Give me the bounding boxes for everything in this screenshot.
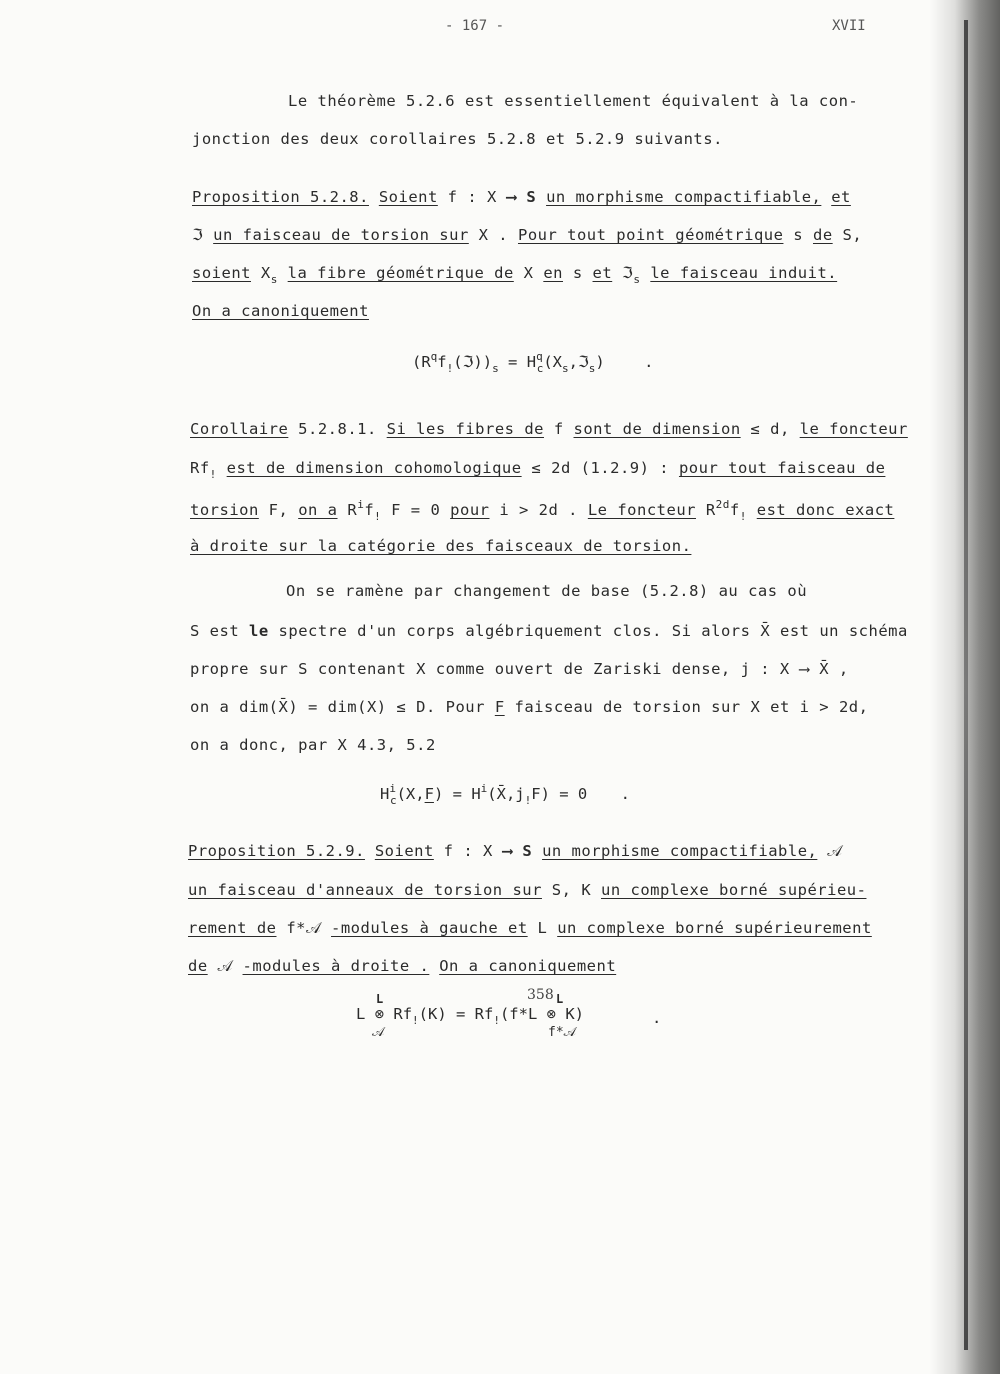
prop-529-line4: de 𝒜 -modules à droite . On a canoniquement: [188, 957, 617, 975]
prop-528-label: Proposition 5.2.8.: [192, 188, 369, 206]
prop-528-line3: soient $X_s$ la fibre géométrique de X en s et ℑ$_s$ le faisceau induit.: [192, 264, 838, 286]
para2-line4: on a dim(X̄) = dim(X) ≤ D. Pour F faisceau de torsion sur X et i > 2d,: [190, 698, 869, 716]
equation-528: $(R^qf_!(ℑ))_s$ = $H^q_c(X_s,ℑ_s)$ .: [412, 350, 654, 375]
para2-line2: S est le spectre d'un corps algébriquement clos. Si alors X̄ est un schéma: [190, 622, 908, 640]
page-edge-line: [964, 20, 968, 1350]
cor-5281-line4: à droite sur la catégorie des faisceaux de torsion.: [190, 537, 692, 555]
prop-529-label: Proposition 5.2.9.: [188, 842, 365, 860]
para1-line2: jonction des deux corollaires 5.2.8 et 5.2.9 suivants.: [192, 130, 723, 148]
page-header-ref: - 167 -: [445, 18, 505, 34]
cor-5281-line2: $Rf_!$ est de dimension cohomologique ≤ 2d (1.2.9) : pour tout faisceau de: [190, 459, 886, 481]
para1-line1: Le théorème 5.2.6 est essentiellement équivalent à la con-: [288, 92, 859, 110]
prop-528-line2: ℑ un faisceau de torsion sur X . Pour tout point géométrique s de S,: [192, 226, 863, 244]
arrow-icon: ⟶: [506, 188, 517, 206]
cor-5281-line1: Corollaire 5.2.8.1. Si les fibres de f sont de dimension ≤ d, le foncteur: [190, 420, 908, 438]
prop-529-line2: un faisceau d'anneaux de torsion sur S, K un complexe borné supérieu-: [188, 881, 867, 899]
equation-529: L L ⊗ $Rf_!(K) = Rf_!(f*L$ ⊗ K) L 𝒜 f*𝒜 .: [356, 992, 662, 1040]
section-number: XVII: [832, 18, 866, 34]
prop-529-line3: rement de f*𝒜 -modules à gauche et L un complexe borné supérieurement: [188, 919, 872, 937]
prop-528-line1: Proposition 5.2.8. Soient f : X ⟶ S un morphisme compactifiable, et: [192, 188, 851, 206]
equation-vanishing: $H^i_c(X,F)$ = $H^i(X̄,j_!F) = 0$ .: [380, 782, 630, 807]
para2-line3: propre sur S contenant X comme ouvert de Zariski dense, j : X ⟶ X̄ ,: [190, 660, 849, 678]
arrow-icon: ⟶: [502, 842, 513, 860]
page-number: 358: [527, 987, 554, 1003]
para2-line5: on a donc, par X 4.3, 5.2: [190, 736, 436, 754]
prop-529-line1: Proposition 5.2.9. Soient f : X ⟶ S un morphisme compactifiable, 𝒜: [188, 842, 843, 860]
prop-528-line4: On a canoniquement: [192, 302, 369, 320]
cor-5281-label: Corollaire: [190, 420, 289, 438]
cor-5281-line3: torsion F, on a $R^if_!$ F = 0 pour i > 2d . Le foncteur $R^{2d}f_!$ est donc exact: [190, 498, 895, 523]
para2-line1: On se ramène par changement de base (5.2.8) au cas où: [286, 582, 808, 600]
